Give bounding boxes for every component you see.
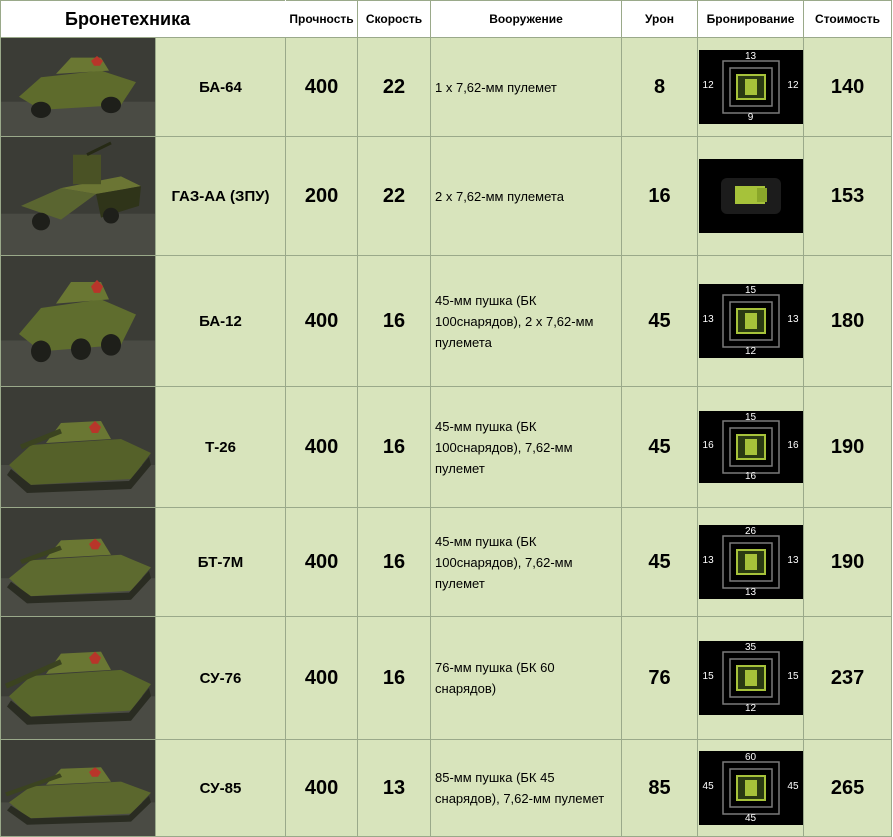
armor-rear-value: 9 <box>747 112 754 123</box>
damage-value: 85 <box>622 740 698 837</box>
col-header-speed: Скорость <box>358 1 431 38</box>
table-row <box>1 508 892 617</box>
armor-cell <box>698 508 804 617</box>
col-header-damage: Урон <box>622 1 698 38</box>
armor-left-value: 13 <box>702 555 714 566</box>
vehicle-name: БТ-7М <box>156 508 286 617</box>
armor-front-value: 26 <box>744 526 757 537</box>
weapon-description: 1 х 7,62-мм пулемет <box>431 38 622 137</box>
armor-rear-value: 16 <box>744 471 757 482</box>
cost-value: 140 <box>804 38 892 137</box>
vehicle-name: БА-64 <box>156 38 286 137</box>
vehicle-name: СУ-85 <box>156 740 286 837</box>
vehicle-image <box>1 387 156 508</box>
vehicle-name: Т-26 <box>156 387 286 508</box>
vehicle-image <box>1 256 156 387</box>
damage-value: 45 <box>622 508 698 617</box>
speed-value: 13 <box>358 740 431 837</box>
armor-left-value: 13 <box>702 314 714 325</box>
armor-cell <box>698 137 804 256</box>
weapon-description: 2 х 7,62-мм пулемета <box>431 137 622 256</box>
durability-value: 400 <box>286 740 358 837</box>
armor-right-value: 45 <box>787 781 799 792</box>
cost-value: 153 <box>804 137 892 256</box>
vehicle-image <box>1 508 156 617</box>
armor-front-value: 13 <box>744 51 757 62</box>
armor-diagram <box>699 284 803 358</box>
table-row <box>1 617 892 740</box>
armor-right-value: 15 <box>787 671 799 682</box>
damage-value: 45 <box>622 256 698 387</box>
damage-value: 45 <box>622 387 698 508</box>
armor-cell <box>698 256 804 387</box>
durability-value: 400 <box>286 617 358 740</box>
armor-rear-value: 12 <box>744 346 757 357</box>
armor-diagram <box>699 525 803 599</box>
speed-value: 16 <box>358 387 431 508</box>
col-header-weapon: Вооружение <box>431 1 622 38</box>
weapon-description: 76-мм пушка (БК 60 снарядов) <box>431 617 622 740</box>
table-row <box>1 137 892 256</box>
weapon-description: 45-мм пушка (БК 100снарядов), 7,62-мм пулемет <box>431 508 622 617</box>
cost-value: 237 <box>804 617 892 740</box>
armor-left-value: 12 <box>702 80 714 91</box>
armor-diagram <box>699 411 803 483</box>
cost-value: 180 <box>804 256 892 387</box>
armor-rear-value: 13 <box>744 587 757 598</box>
cost-value: 190 <box>804 387 892 508</box>
table-row <box>1 387 892 508</box>
vehicle-image <box>1 137 156 256</box>
armor-diagram <box>699 641 803 715</box>
weapon-description: 45-мм пушка (БК 100снарядов), 7,62-мм пулемет <box>431 387 622 508</box>
armor-rear-value: 12 <box>744 703 757 714</box>
armor-rear-value: 45 <box>744 813 757 824</box>
vehicle-image <box>1 38 156 137</box>
durability-value: 400 <box>286 387 358 508</box>
armor-right-value: 13 <box>787 314 799 325</box>
armor-cell <box>698 38 804 137</box>
damage-value: 76 <box>622 617 698 740</box>
speed-value: 16 <box>358 256 431 387</box>
col-header-armor: Бронирование <box>698 1 804 38</box>
armor-diagram <box>699 751 803 825</box>
armor-right-value: 12 <box>787 80 799 91</box>
weapon-description: 45-мм пушка (БК 100снарядов), 2 х 7,62-мм пулемета <box>431 256 622 387</box>
speed-value: 16 <box>358 508 431 617</box>
speed-value: 22 <box>358 38 431 137</box>
vehicle-name: БА-12 <box>156 256 286 387</box>
armor-right-value: 16 <box>787 440 799 451</box>
table-row <box>1 740 892 837</box>
armor-cell <box>698 617 804 740</box>
armor-cell <box>698 740 804 837</box>
durability-value: 400 <box>286 256 358 387</box>
vehicle-image <box>1 740 156 837</box>
col-header-durability: Прочность <box>286 1 358 38</box>
vehicle-image <box>1 617 156 740</box>
speed-value: 16 <box>358 617 431 740</box>
armor-front-value: 15 <box>744 412 757 423</box>
header-row <box>1 1 892 38</box>
speed-value: 22 <box>358 137 431 256</box>
armor-front-value: 60 <box>744 752 757 763</box>
table-title: Бронетехника <box>1 1 286 38</box>
col-header-cost: Стоимость <box>804 1 892 38</box>
armor-front-value: 15 <box>744 285 757 296</box>
armor-right-value: 13 <box>787 555 799 566</box>
armor-front-value: 35 <box>744 642 757 653</box>
weapon-description: 85-мм пушка (БК 45 снарядов), 7,62-мм пулемет <box>431 740 622 837</box>
vehicle-name: СУ-76 <box>156 617 286 740</box>
armor-cell <box>698 387 804 508</box>
armor-left-value: 45 <box>702 781 714 792</box>
durability-value: 400 <box>286 508 358 617</box>
damage-value: 16 <box>622 137 698 256</box>
vehicle-name: ГАЗ-АА (ЗПУ) <box>156 137 286 256</box>
armor-left-value: 15 <box>702 671 714 682</box>
armor-left-value: 16 <box>702 440 714 451</box>
armor-diagram <box>699 50 803 124</box>
armor-diagram <box>699 159 803 233</box>
cost-value: 265 <box>804 740 892 837</box>
damage-value: 8 <box>622 38 698 137</box>
durability-value: 400 <box>286 38 358 137</box>
cost-value: 190 <box>804 508 892 617</box>
table-row <box>1 38 892 137</box>
table-row <box>1 256 892 387</box>
durability-value: 200 <box>286 137 358 256</box>
